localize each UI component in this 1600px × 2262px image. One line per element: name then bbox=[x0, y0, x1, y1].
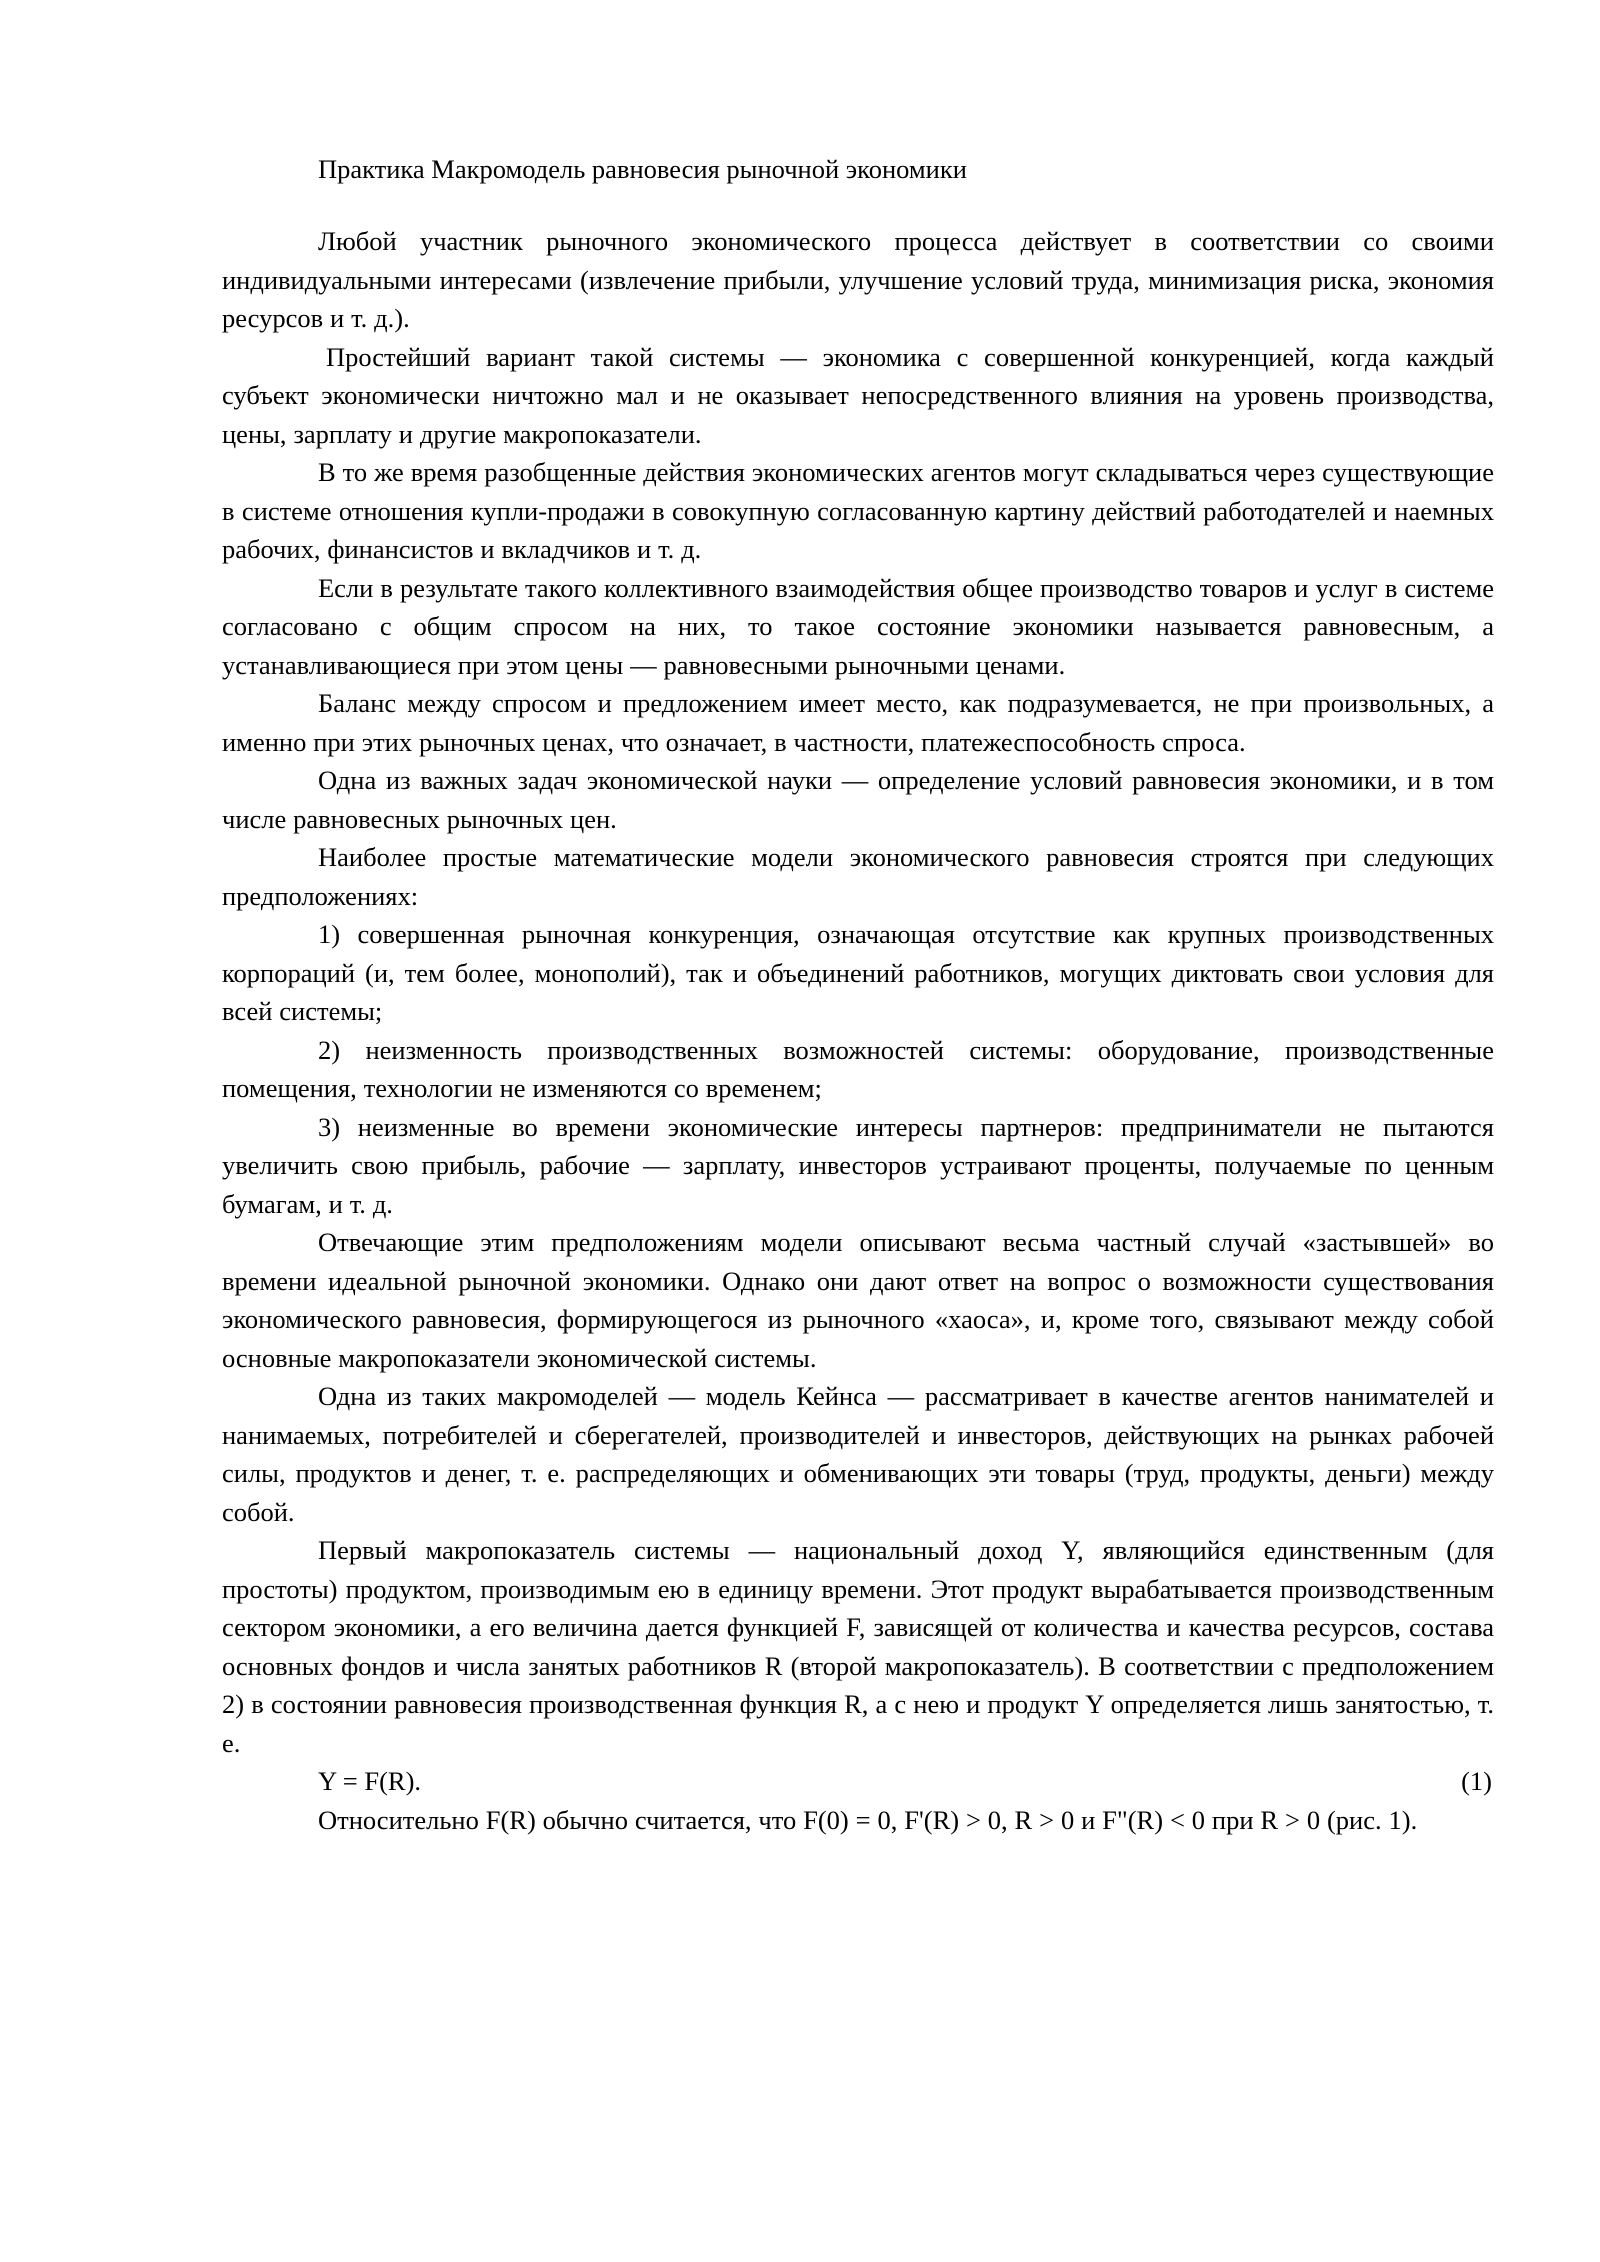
equation-expression: Y = F(R). bbox=[318, 1766, 422, 1796]
paragraph-disjointed-actions: В то же время разобщенные действия экономических агентов могут складываться через существующие в системе отношения купли-продажи в совокупную согласованную картину действий работодателей и наемных рабочих, финансистов и вкладчиков и т. д. bbox=[222, 457, 1494, 564]
paragraph-simplest-variant: Простейший вариант такой системы — экономика с совершенной конкуренцией, когда каждый субъект экономически ничтожно мал и не оказывает непосредственного влияния на уровень производства, цены, зарплату и другие макропоказатели. bbox=[222, 341, 1494, 449]
paragraph-function-properties: Относительно F(R) обычно считается, что F(0) = 0, F'(R) > 0, R > 0 и F"(R) < 0 при R > 0 (рис. 1). bbox=[318, 1804, 1418, 1835]
paragraph-intro-participant: Любой участник рыночного экономического процесса действует в соответствии со своими индивидуальными интересами (извлечение прибыли, улучшение условий труда, минимизация риска, экономия ресурсов и т. д.). bbox=[222, 226, 1494, 333]
paragraph-frozen-economy: Отвечающие этим предположениям модели описывают весьма частный случай «застывшей» во времени идеальной рыночной экономики. Однако они дают ответ на вопрос о возможности существования экономического равновесия, формирующегося из рыночного «хаоса», и, кроме того, связывают между собой основные макропоказатели экономической системы. bbox=[222, 1227, 1494, 1373]
paragraph-assumptions-intro: Наиболее простые математические модели экономического равновесия строятся при следующих предположениях: bbox=[222, 842, 1494, 911]
paragraph-supply-demand-balance: Баланс между спросом и предложением имеет место, как подразумевается, не при произвольных, а именно при этих рыночных ценах, что означает, в частности, платежеспособность спроса. bbox=[222, 688, 1494, 757]
document-body bbox=[222, 222, 1494, 1839]
equation-line-1 bbox=[222, 1762, 1494, 1801]
paragraph-keynes-model: Одна из таких макромоделей — модель Кейнса — рассматривает в качестве агентов нанимателей и нанимаемых, потребителей и сберегателей, производителей и инвесторов, действующих на рынках рабочей силы, продуктов и денег, т. е. распределяющих и обменивающих эти товары (труд, продукты, деньги) между собой. bbox=[222, 1381, 1494, 1527]
page-content bbox=[222, 0, 1494, 1839]
assumption-item-2: 2) неизменность производственных возможностей системы: оборудование, производственные помещения, технологии не изменяются со временем; bbox=[222, 1034, 1494, 1103]
paragraph-important-task: Одна из важных задач экономической науки — определение условий равновесия экономики, и в том числе равновесных рыночных цен. bbox=[222, 765, 1494, 834]
assumption-item-1: 1) совершенная рыночная конкуренция, означающая отсутствие как крупных производственных корпораций (и, тем более, монополий), так и объединений работников, могущих диктовать свои условия для всей системы; bbox=[222, 919, 1494, 1026]
paragraph-equilibrium-definition: Если в результате такого коллективного взаимодействия общее производство товаров и услуг в системе согласовано с общим спросом на них, то такое состояние экономики называется равновесным, а устанавливающиеся при этом цены — равновесными рыночными ценами. bbox=[222, 572, 1494, 680]
assumption-item-3: 3) неизменные во времени экономические интересы партнеров: предприниматели не пытаются увеличить свою прибыль, рабочие — зарплату, инвесторов устраивают проценты, получаемые по ценным бумагам, и т. д. bbox=[222, 1111, 1494, 1219]
page-title: Практика Макромодель равновесия рыночной экономики bbox=[318, 154, 967, 184]
paragraph-national-income: Первый макропоказатель системы — национальный доход Y, являющийся единственным (для простоты) продуктом, производимым ею в единицу времени. Этот продукт вырабатывается производственным сектором экономики, а его величина дается функцией F, зависящей от количества и качества ресурсов, состава основных фондов и числа занятых работников R (второй макропоказатель). В соответствии с предположением 2) в состоянии равновесия производственная функция R, а с нею и продукт Y определяется лишь занятостью, т. е. bbox=[222, 1535, 1494, 1758]
equation-number: (1) bbox=[1461, 1766, 1492, 1796]
